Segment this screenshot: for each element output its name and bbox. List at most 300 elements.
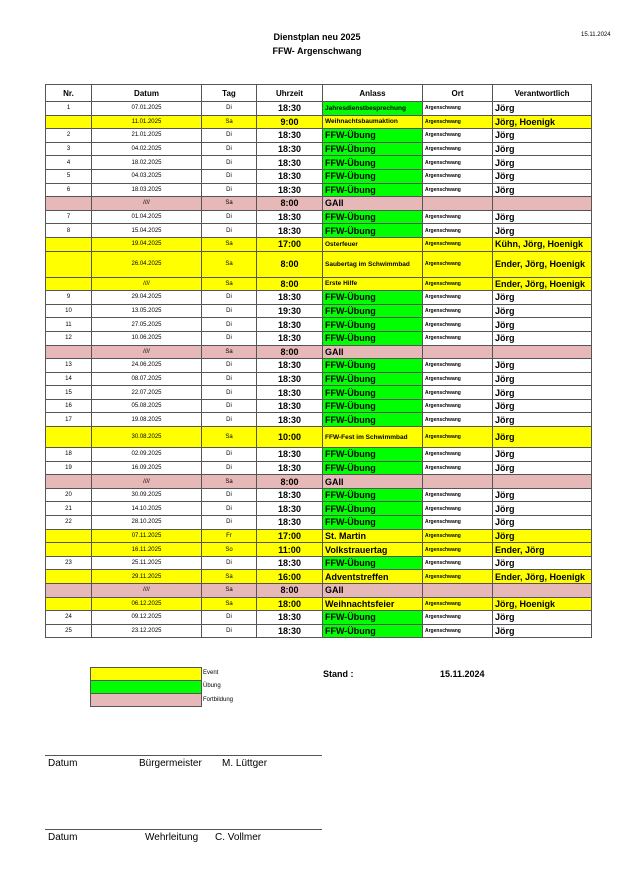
table-row <box>46 556 592 570</box>
sign2-name: C. Vollmer <box>215 832 262 843</box>
cell-datum: //// <box>92 345 202 359</box>
cell-anlass: Saubertag im Schwimmbad <box>323 251 423 277</box>
cell-uhrzeit: 18:30 <box>257 102 323 116</box>
cell-verantwortlich: Jörg <box>493 488 592 502</box>
cell-uhrzeit: 18:30 <box>257 399 323 413</box>
cell-ort: Argenschwang <box>423 516 493 530</box>
cell-tag: Di <box>202 372 257 386</box>
cell-verantwortlich <box>493 345 592 359</box>
cell-verantwortlich: Jörg <box>493 529 592 543</box>
cell-uhrzeit: 18:30 <box>257 331 323 345</box>
cell-ort: Argenschwang <box>423 129 493 143</box>
cell-nr: 25 <box>46 624 92 638</box>
cell-anlass: Jahresdienstbesprechung <box>323 102 423 116</box>
cell-verantwortlich <box>493 584 592 598</box>
cell-ort: Argenschwang <box>423 399 493 413</box>
column-header: Ort <box>423 85 493 102</box>
cell-ort: Argenschwang <box>423 237 493 251</box>
cell-verantwortlich: Jörg, Hoenigk <box>493 597 592 611</box>
cell-anlass: FFW-Übung <box>323 210 423 224</box>
stand-date: 15.11.2024 <box>440 669 485 679</box>
cell-tag: Di <box>202 502 257 516</box>
cell-nr: 19 <box>46 461 92 475</box>
cell-datum: 11.01.2025 <box>92 115 202 129</box>
column-header: Anlass <box>323 85 423 102</box>
cell-nr <box>46 345 92 359</box>
table-row <box>46 570 592 584</box>
table-row <box>46 427 592 448</box>
sign1-name: M. Lüttger <box>222 758 268 769</box>
cell-nr: 13 <box>46 359 92 373</box>
table-row <box>46 169 592 183</box>
legend-swatch-event <box>90 667 202 681</box>
cell-verantwortlich: Jörg <box>493 304 592 318</box>
cell-datum: 22.07.2025 <box>92 386 202 400</box>
cell-ort: Argenschwang <box>423 169 493 183</box>
cell-anlass: FFW-Übung <box>323 304 423 318</box>
cell-tag: Di <box>202 359 257 373</box>
cell-anlass: FFW-Übung <box>323 291 423 305</box>
cell-tag: Di <box>202 331 257 345</box>
cell-uhrzeit: 17:00 <box>257 237 323 251</box>
cell-ort: Argenschwang <box>423 488 493 502</box>
cell-verantwortlich: Kühn, Jörg, Hoenigk <box>493 237 592 251</box>
column-header: Nr. <box>46 85 92 102</box>
cell-nr: 9 <box>46 291 92 305</box>
cell-datum: //// <box>92 475 202 489</box>
legend-label-event: Event <box>203 670 219 676</box>
cell-anlass: FFW-Übung <box>323 169 423 183</box>
cell-uhrzeit: 8:00 <box>257 277 323 291</box>
table-row <box>46 318 592 332</box>
cell-ort: Argenschwang <box>423 611 493 625</box>
column-header: Datum <box>92 85 202 102</box>
cell-tag: Di <box>202 183 257 197</box>
table-row <box>46 611 592 625</box>
column-header: Verantwortlich <box>493 85 592 102</box>
cell-nr: 6 <box>46 183 92 197</box>
cell-verantwortlich: Jörg <box>493 427 592 448</box>
cell-anlass: FFW-Übung <box>323 129 423 143</box>
cell-datum: 09.12.2025 <box>92 611 202 625</box>
cell-ort: Argenschwang <box>423 570 493 584</box>
table-row <box>46 345 592 359</box>
table-row <box>46 584 592 598</box>
cell-tag: Di <box>202 102 257 116</box>
table-row <box>46 291 592 305</box>
cell-uhrzeit: 18:30 <box>257 611 323 625</box>
cell-verantwortlich: Jörg <box>493 413 592 427</box>
table-row <box>46 502 592 516</box>
cell-uhrzeit: 10:00 <box>257 427 323 448</box>
table-row <box>46 624 592 638</box>
cell-datum: 05.08.2025 <box>92 399 202 413</box>
cell-anlass: FFW-Übung <box>323 461 423 475</box>
stand-label: Stand : <box>323 669 354 679</box>
cell-nr: 18 <box>46 448 92 462</box>
cell-uhrzeit: 18:30 <box>257 318 323 332</box>
cell-ort: Argenschwang <box>423 277 493 291</box>
cell-anlass: Weihnachtsbaumaktion <box>323 115 423 129</box>
cell-verantwortlich: Jörg <box>493 624 592 638</box>
cell-verantwortlich: Jörg <box>493 210 592 224</box>
cell-ort: Argenschwang <box>423 372 493 386</box>
sign2-role: Wehrleitung <box>145 832 199 843</box>
cell-tag: Di <box>202 386 257 400</box>
cell-datum: //// <box>92 197 202 211</box>
cell-verantwortlich: Jörg <box>493 611 592 625</box>
signature-line-2 <box>45 829 322 830</box>
table-row <box>46 115 592 129</box>
table-row <box>46 156 592 170</box>
cell-ort: Argenschwang <box>423 142 493 156</box>
cell-uhrzeit: 8:00 <box>257 475 323 489</box>
cell-nr: 12 <box>46 331 92 345</box>
cell-verantwortlich: Jörg <box>493 399 592 413</box>
cell-nr: 14 <box>46 372 92 386</box>
cell-nr: 1 <box>46 102 92 116</box>
cell-anlass: Weihnachtsfeier <box>323 597 423 611</box>
cell-verantwortlich: Jörg <box>493 183 592 197</box>
cell-uhrzeit: 18:30 <box>257 224 323 238</box>
cell-anlass: FFW-Übung <box>323 516 423 530</box>
cell-datum: 13.05.2025 <box>92 304 202 318</box>
table-row <box>46 543 592 557</box>
cell-uhrzeit: 18:30 <box>257 169 323 183</box>
cell-ort: Argenschwang <box>423 529 493 543</box>
table-row <box>46 386 592 400</box>
cell-datum: 07.01.2025 <box>92 102 202 116</box>
cell-datum: 18.03.2025 <box>92 183 202 197</box>
cell-anlass: FFW-Übung <box>323 142 423 156</box>
cell-anlass: FFW-Übung <box>323 488 423 502</box>
cell-nr <box>46 475 92 489</box>
table-row <box>46 413 592 427</box>
cell-tag: Di <box>202 413 257 427</box>
table-row <box>46 529 592 543</box>
cell-datum: 18.02.2025 <box>92 156 202 170</box>
cell-tag: Di <box>202 142 257 156</box>
table-row <box>46 461 592 475</box>
cell-datum: 29.11.2025 <box>92 570 202 584</box>
cell-datum: //// <box>92 277 202 291</box>
cell-verantwortlich: Jörg <box>493 318 592 332</box>
cell-verantwortlich: Jörg <box>493 156 592 170</box>
cell-uhrzeit: 18:30 <box>257 516 323 530</box>
cell-ort: Argenschwang <box>423 502 493 516</box>
cell-datum: 26.04.2025 <box>92 251 202 277</box>
cell-anlass: Erste Hilfe <box>323 277 423 291</box>
cell-anlass: St. Martin <box>323 529 423 543</box>
cell-tag: Di <box>202 129 257 143</box>
cell-ort: Argenschwang <box>423 304 493 318</box>
cell-nr: 15 <box>46 386 92 400</box>
cell-nr: 7 <box>46 210 92 224</box>
cell-verantwortlich: Jörg <box>493 142 592 156</box>
cell-anlass: GAII <box>323 345 423 359</box>
signature-line-1 <box>45 755 322 756</box>
cell-datum: 23.12.2025 <box>92 624 202 638</box>
cell-tag: Di <box>202 516 257 530</box>
cell-ort <box>423 475 493 489</box>
cell-anlass: FFW-Übung <box>323 556 423 570</box>
cell-datum: 27.05.2025 <box>92 318 202 332</box>
sign2-datum: Datum <box>48 832 78 843</box>
cell-datum: //// <box>92 584 202 598</box>
column-header: Uhrzeit <box>257 85 323 102</box>
cell-tag: Sa <box>202 597 257 611</box>
cell-tag: Di <box>202 318 257 332</box>
cell-nr: 16 <box>46 399 92 413</box>
cell-tag: Di <box>202 399 257 413</box>
cell-nr: 5 <box>46 169 92 183</box>
cell-verantwortlich: Jörg <box>493 224 592 238</box>
cell-verantwortlich: Jörg <box>493 331 592 345</box>
cell-ort: Argenschwang <box>423 427 493 448</box>
cell-nr <box>46 197 92 211</box>
cell-anlass: FFW-Übung <box>323 399 423 413</box>
cell-verantwortlich: Ender, Jörg <box>493 543 592 557</box>
cell-nr: 17 <box>46 413 92 427</box>
cell-nr: 10 <box>46 304 92 318</box>
cell-tag: Sa <box>202 345 257 359</box>
cell-tag: Sa <box>202 251 257 277</box>
cell-anlass: GAII <box>323 584 423 598</box>
cell-anlass: FFW-Übung <box>323 502 423 516</box>
table-row <box>46 102 592 116</box>
cell-nr <box>46 597 92 611</box>
cell-nr <box>46 543 92 557</box>
cell-uhrzeit: 19:30 <box>257 304 323 318</box>
cell-uhrzeit: 18:30 <box>257 488 323 502</box>
cell-verantwortlich <box>493 197 592 211</box>
cell-verantwortlich: Jörg <box>493 291 592 305</box>
cell-uhrzeit: 18:30 <box>257 291 323 305</box>
cell-datum: 02.09.2025 <box>92 448 202 462</box>
cell-anlass: FFW-Übung <box>323 448 423 462</box>
cell-nr <box>46 277 92 291</box>
cell-ort: Argenschwang <box>423 543 493 557</box>
cell-anlass: Osterfeuer <box>323 237 423 251</box>
cell-datum: 28.10.2025 <box>92 516 202 530</box>
legend-swatch-fortbildung <box>90 693 202 707</box>
table-row <box>46 251 592 277</box>
cell-uhrzeit: 8:00 <box>257 251 323 277</box>
cell-uhrzeit: 18:30 <box>257 183 323 197</box>
cell-datum: 30.09.2025 <box>92 488 202 502</box>
cell-datum: 30.08.2025 <box>92 427 202 448</box>
document-title: Dienstplan neu 2025 <box>273 32 361 42</box>
cell-tag: Di <box>202 210 257 224</box>
cell-nr: 24 <box>46 611 92 625</box>
cell-anlass: FFW-Übung <box>323 386 423 400</box>
table-row <box>46 210 592 224</box>
cell-nr <box>46 115 92 129</box>
cell-verantwortlich: Jörg <box>493 102 592 116</box>
cell-verantwortlich: Jörg <box>493 372 592 386</box>
cell-datum: 19.04.2025 <box>92 237 202 251</box>
table-row <box>46 304 592 318</box>
cell-uhrzeit: 18:30 <box>257 386 323 400</box>
cell-nr: 22 <box>46 516 92 530</box>
cell-tag: Di <box>202 291 257 305</box>
cell-nr: 21 <box>46 502 92 516</box>
cell-tag: Sa <box>202 115 257 129</box>
cell-uhrzeit: 18:30 <box>257 210 323 224</box>
cell-ort: Argenschwang <box>423 210 493 224</box>
cell-anlass: FFW-Übung <box>323 624 423 638</box>
cell-nr: 2 <box>46 129 92 143</box>
cell-anlass: FFW-Übung <box>323 183 423 197</box>
table-row <box>46 197 592 211</box>
cell-datum: 16.09.2025 <box>92 461 202 475</box>
cell-nr: 20 <box>46 488 92 502</box>
cell-tag: Di <box>202 624 257 638</box>
cell-verantwortlich: Jörg <box>493 448 592 462</box>
table-row <box>46 277 592 291</box>
cell-ort: Argenschwang <box>423 224 493 238</box>
cell-uhrzeit: 11:00 <box>257 543 323 557</box>
cell-ort: Argenschwang <box>423 115 493 129</box>
cell-verantwortlich: Ender, Jörg, Hoenigk <box>493 277 592 291</box>
cell-datum: 08.07.2025 <box>92 372 202 386</box>
cell-datum: 16.11.2025 <box>92 543 202 557</box>
table-row <box>46 475 592 489</box>
cell-tag: So <box>202 543 257 557</box>
cell-datum: 25.11.2025 <box>92 556 202 570</box>
cell-uhrzeit: 9:00 <box>257 115 323 129</box>
cell-tag: Di <box>202 169 257 183</box>
cell-datum: 04.02.2025 <box>92 142 202 156</box>
cell-anlass: FFW-Übung <box>323 413 423 427</box>
cell-datum: 14.10.2025 <box>92 502 202 516</box>
cell-anlass: FFW-Übung <box>323 331 423 345</box>
document-subtitle: FFW- Argenschwang <box>272 46 362 56</box>
table-row <box>46 448 592 462</box>
cell-datum: 15.04.2025 <box>92 224 202 238</box>
schedule-table <box>45 84 592 638</box>
cell-datum: 10.06.2025 <box>92 331 202 345</box>
cell-nr: 3 <box>46 142 92 156</box>
table-header <box>46 85 592 102</box>
cell-anlass: FFW-Fest im Schwimmbad <box>323 427 423 448</box>
cell-anlass: GAII <box>323 197 423 211</box>
cell-uhrzeit: 8:00 <box>257 584 323 598</box>
cell-datum: 06.12.2025 <box>92 597 202 611</box>
cell-anlass: FFW-Übung <box>323 372 423 386</box>
column-header: Tag <box>202 85 257 102</box>
table-row <box>46 237 592 251</box>
cell-ort <box>423 345 493 359</box>
cell-verantwortlich: Jörg <box>493 359 592 373</box>
cell-ort: Argenschwang <box>423 359 493 373</box>
cell-tag: Di <box>202 224 257 238</box>
cell-ort: Argenschwang <box>423 102 493 116</box>
cell-anlass: GAII <box>323 475 423 489</box>
cell-tag: Di <box>202 448 257 462</box>
cell-uhrzeit: 18:00 <box>257 597 323 611</box>
cell-anlass: FFW-Übung <box>323 156 423 170</box>
cell-anlass: FFW-Übung <box>323 359 423 373</box>
cell-ort: Argenschwang <box>423 156 493 170</box>
cell-uhrzeit: 18:30 <box>257 372 323 386</box>
cell-tag: Di <box>202 156 257 170</box>
cell-uhrzeit: 18:30 <box>257 156 323 170</box>
cell-verantwortlich: Jörg <box>493 129 592 143</box>
cell-tag: Di <box>202 556 257 570</box>
cell-tag: Di <box>202 304 257 318</box>
cell-anlass: FFW-Übung <box>323 611 423 625</box>
cell-verantwortlich <box>493 475 592 489</box>
cell-datum: 24.06.2025 <box>92 359 202 373</box>
cell-tag: Sa <box>202 237 257 251</box>
cell-ort: Argenschwang <box>423 318 493 332</box>
sign1-role: Bürgermeister <box>139 758 202 769</box>
cell-datum: 04.03.2025 <box>92 169 202 183</box>
cell-nr: 8 <box>46 224 92 238</box>
cell-tag: Sa <box>202 427 257 448</box>
cell-anlass: FFW-Übung <box>323 318 423 332</box>
cell-nr <box>46 427 92 448</box>
cell-uhrzeit: 17:00 <box>257 529 323 543</box>
cell-ort: Argenschwang <box>423 624 493 638</box>
table-row <box>46 488 592 502</box>
cell-nr <box>46 584 92 598</box>
cell-uhrzeit: 8:00 <box>257 197 323 211</box>
cell-verantwortlich: Jörg <box>493 502 592 516</box>
cell-verantwortlich: Jörg <box>493 461 592 475</box>
table-row <box>46 399 592 413</box>
cell-anlass: FFW-Übung <box>323 224 423 238</box>
cell-uhrzeit: 18:30 <box>257 129 323 143</box>
cell-uhrzeit: 16:00 <box>257 570 323 584</box>
cell-verantwortlich: Jörg <box>493 516 592 530</box>
table-row <box>46 331 592 345</box>
cell-verantwortlich: Ender, Jörg, Hoenigk <box>493 570 592 584</box>
cell-nr <box>46 529 92 543</box>
cell-tag: Sa <box>202 197 257 211</box>
table-row <box>46 142 592 156</box>
cell-uhrzeit: 18:30 <box>257 448 323 462</box>
table-row <box>46 129 592 143</box>
cell-uhrzeit: 18:30 <box>257 624 323 638</box>
cell-ort: Argenschwang <box>423 556 493 570</box>
cell-ort: Argenschwang <box>423 386 493 400</box>
cell-uhrzeit: 18:30 <box>257 359 323 373</box>
print-date: 15.11.2024 <box>581 32 611 38</box>
cell-datum: 21.01.2025 <box>92 129 202 143</box>
cell-ort: Argenschwang <box>423 183 493 197</box>
cell-ort: Argenschwang <box>423 461 493 475</box>
sign1-datum: Datum <box>48 758 78 769</box>
cell-ort: Argenschwang <box>423 291 493 305</box>
cell-nr <box>46 251 92 277</box>
table-row <box>46 183 592 197</box>
cell-anlass: Volkstrauertag <box>323 543 423 557</box>
cell-verantwortlich: Jörg <box>493 386 592 400</box>
cell-uhrzeit: 18:30 <box>257 556 323 570</box>
cell-uhrzeit: 8:00 <box>257 345 323 359</box>
cell-ort: Argenschwang <box>423 331 493 345</box>
cell-verantwortlich: Jörg, Hoenigk <box>493 115 592 129</box>
table-row <box>46 372 592 386</box>
cell-nr: 11 <box>46 318 92 332</box>
table-row <box>46 224 592 238</box>
cell-tag: Di <box>202 461 257 475</box>
cell-verantwortlich: Ender, Jörg, Hoenigk <box>493 251 592 277</box>
cell-nr <box>46 570 92 584</box>
cell-uhrzeit: 18:30 <box>257 502 323 516</box>
